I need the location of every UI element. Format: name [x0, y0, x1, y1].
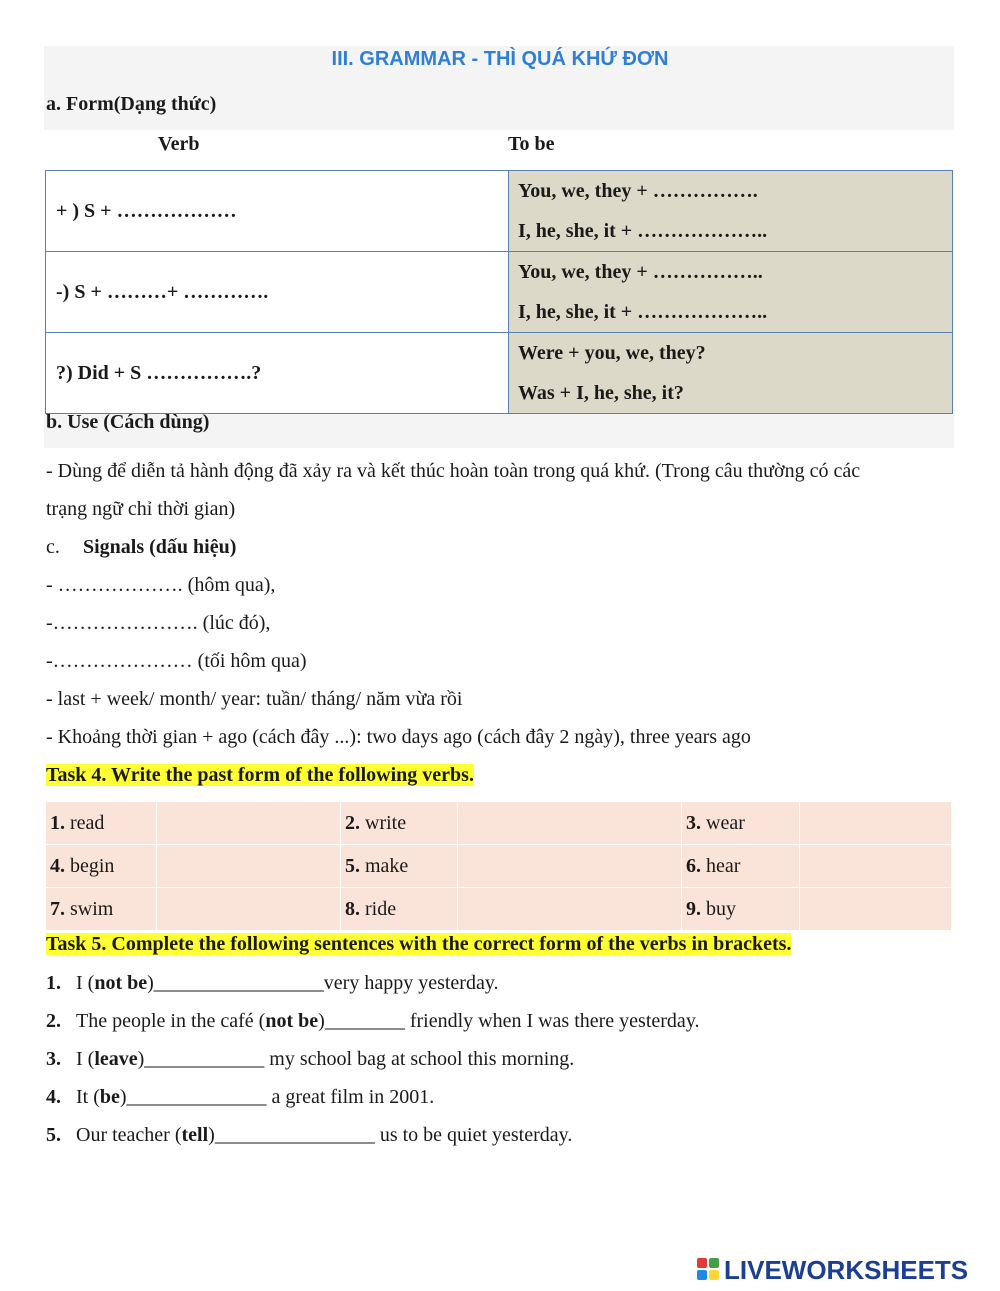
- table-row: [46, 888, 952, 931]
- task4-title: Task 4. Write the past form of the following verbs.: [46, 764, 474, 786]
- answer-cell[interactable]: [458, 845, 682, 888]
- form-row-negative: [46, 252, 953, 333]
- to-be-cell: [509, 333, 953, 414]
- sentence-item: 3. I (leave)____________ my school bag at school this morning.: [46, 1048, 575, 1070]
- to-be-line: I, he, she, it + ………………..: [518, 301, 768, 323]
- to-be-line: Were + you, we, they?: [518, 342, 706, 364]
- sentence-item: 1. I (not be)_________________very happy yesterday.: [46, 972, 499, 994]
- verb-item: 2. write: [341, 802, 458, 845]
- verb-cell: -) S + ………+ ………….: [46, 252, 509, 333]
- table-row: [46, 845, 952, 888]
- to-be-cell: [509, 252, 953, 333]
- answer-cell[interactable]: [458, 802, 682, 845]
- sentence-item: 5. Our teacher (tell)________________ us to be quiet yesterday.: [46, 1124, 573, 1146]
- verb-item: 9. buy: [682, 888, 800, 931]
- signal-item: - last + week/ month/ year: tuần/ tháng/ năm vừa rồi: [46, 688, 463, 710]
- form-row-affirmative: [46, 171, 953, 252]
- to-be-header: To be: [508, 133, 555, 155]
- answer-cell[interactable]: [458, 888, 682, 931]
- answer-cell[interactable]: [157, 888, 341, 931]
- verb-item: 5. make: [341, 845, 458, 888]
- answer-cell[interactable]: [157, 802, 341, 845]
- to-be-line: Was + I, he, she, it?: [518, 382, 684, 404]
- logo-icon: [697, 1258, 721, 1282]
- verb-cell: + ) S + ………………: [46, 171, 509, 252]
- verb-item: 6. hear: [682, 845, 800, 888]
- use-text-line: - Dùng để diễn tả hành động đã xảy ra và kết thúc hoàn toàn trong quá khứ. (Trong câu thường có các: [46, 460, 861, 482]
- use-text-line: trạng ngữ chỉ thời gian): [46, 498, 236, 520]
- task5-sentences: [46, 968, 700, 1158]
- section-a-heading: a. Form(Dạng thức): [46, 93, 217, 115]
- liveworksheets-logo: [697, 1254, 968, 1286]
- answer-cell[interactable]: [800, 888, 952, 931]
- answer-cell[interactable]: [800, 845, 952, 888]
- logo-text: LIVEWORKSHEETS: [724, 1254, 969, 1285]
- table-row: [46, 802, 952, 845]
- signal-item: - Khoảng thời gian + ago (cách đây ...): two days ago (cách đây 2 ngày), three years ago: [46, 726, 751, 748]
- verb-header: Verb: [158, 133, 200, 155]
- signal-item: -………………… (tối hôm qua): [46, 650, 307, 672]
- form-row-question: [46, 333, 953, 414]
- answer-cell[interactable]: [800, 802, 952, 845]
- verb-item: 1. read: [46, 802, 157, 845]
- verb-cell: ?) Did + S …………….?: [46, 333, 509, 414]
- section-b-heading: b. Use (Cách dùng): [46, 411, 210, 433]
- form-table: [45, 170, 953, 414]
- to-be-line: You, we, they + ……………..: [518, 261, 763, 283]
- to-be-line: You, we, they + …………….: [518, 180, 758, 202]
- sentence-item: 2. The people in the café (not be)________ friendly when I was there yesterday.: [46, 1010, 700, 1032]
- sentence-item: 4. It (be)______________ a great film in 2001.: [46, 1086, 435, 1108]
- verb-item: 4. begin: [46, 845, 157, 888]
- verb-item: 8. ride: [341, 888, 458, 931]
- verb-item: 3. wear: [682, 802, 800, 845]
- section-c-heading: Signals (dấu hiệu): [83, 536, 237, 558]
- task4-verb-table: [45, 801, 952, 931]
- page-title: III. GRAMMAR - THÌ QUÁ KHỨ ĐƠN: [331, 48, 669, 70]
- to-be-line: I, he, she, it + ………………..: [518, 220, 768, 242]
- to-be-cell: [509, 171, 953, 252]
- section-c-label: c.: [46, 536, 60, 558]
- signal-item: -…………………. (lúc đó),: [46, 612, 271, 634]
- task5-title: Task 5. Complete the following sentences with the correct form of the verbs in brackets.: [46, 933, 792, 955]
- answer-cell[interactable]: [157, 845, 341, 888]
- verb-item: 7. swim: [46, 888, 157, 931]
- signal-item: - ………………. (hôm qua),: [46, 574, 276, 596]
